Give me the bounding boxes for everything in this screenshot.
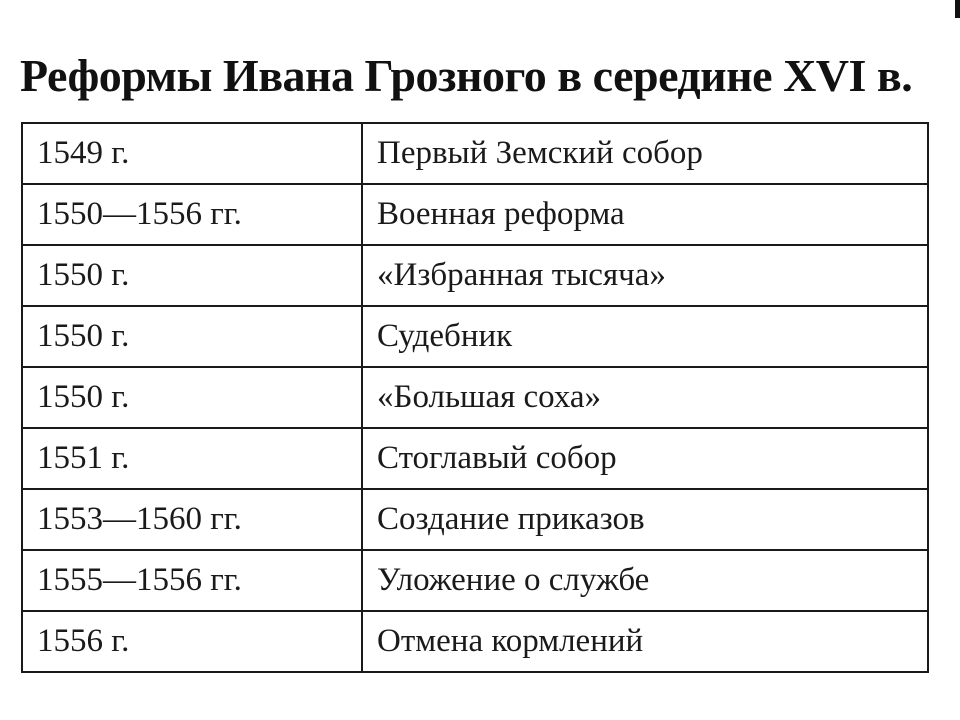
event-cell: Отмена кормлений (362, 611, 928, 672)
date-cell: 1550—1556 гг. (22, 184, 362, 245)
table-row (22, 184, 928, 245)
date-cell: 1556 г. (22, 611, 362, 672)
date-cell: 1555—1556 гг. (22, 550, 362, 611)
date-cell: 1550 г. (22, 245, 362, 306)
reforms-table (21, 122, 929, 673)
table-row (22, 367, 928, 428)
table-row (22, 489, 928, 550)
corner-mark (955, 0, 960, 18)
table-row (22, 428, 928, 489)
date-cell: 1551 г. (22, 428, 362, 489)
page-title: Реформы Ивана Грозного в середине XVI в. (20, 50, 913, 101)
date-cell: 1553—1560 гг. (22, 489, 362, 550)
table-row (22, 611, 928, 672)
date-cell: 1550 г. (22, 367, 362, 428)
event-cell: Первый Земский собор (362, 123, 928, 184)
date-cell: 1550 г. (22, 306, 362, 367)
event-cell: Создание приказов (362, 489, 928, 550)
table-row (22, 245, 928, 306)
table-row (22, 306, 928, 367)
event-cell: «Большая соха» (362, 367, 928, 428)
event-cell: Судебник (362, 306, 928, 367)
table-row (22, 123, 928, 184)
event-cell: Военная реформа (362, 184, 928, 245)
event-cell: «Избранная тысяча» (362, 245, 928, 306)
date-cell: 1549 г. (22, 123, 362, 184)
table-row (22, 550, 928, 611)
event-cell: Уложение о службе (362, 550, 928, 611)
event-cell: Стоглавый собор (362, 428, 928, 489)
